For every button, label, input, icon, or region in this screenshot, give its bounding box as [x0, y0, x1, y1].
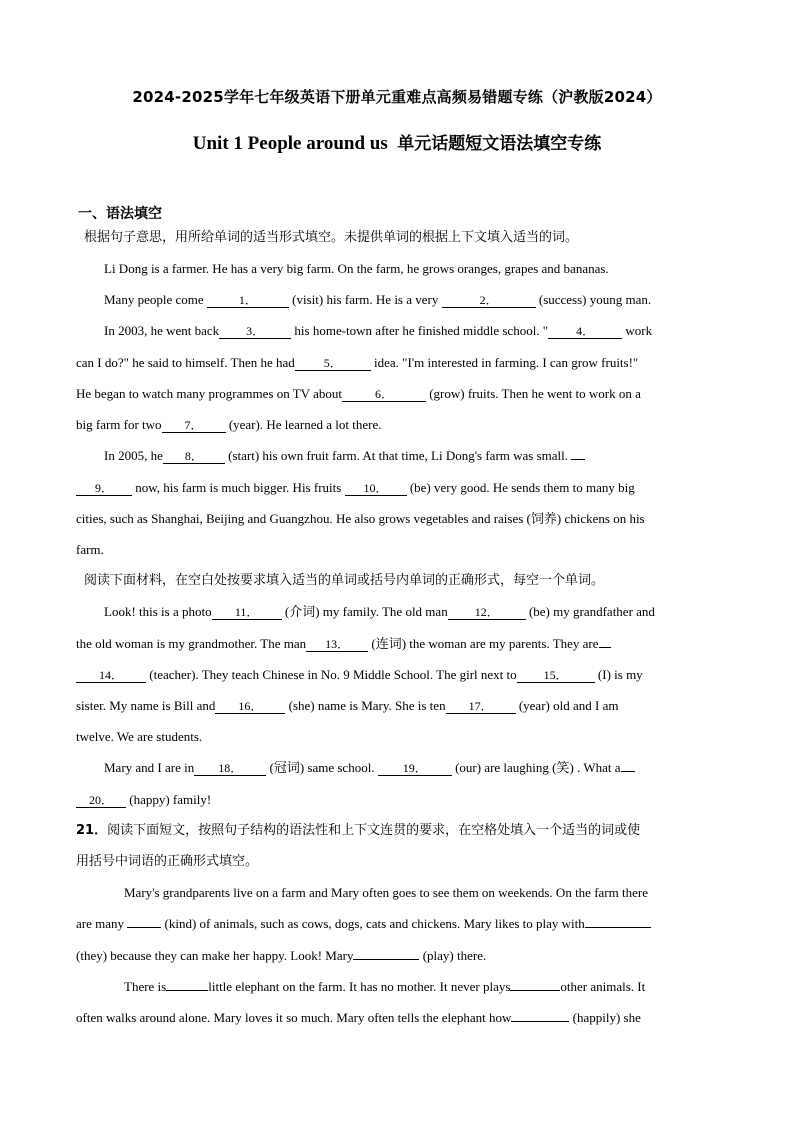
passage1-line: In 2005, he 8． (start) his own fruit farm. At that time, Li Dong's farm was small. — [104, 447, 585, 465]
question-number: 21． — [76, 823, 108, 838]
answer-blank[interactable] — [166, 990, 208, 991]
document-title: 2024-2025学年七年级英语下册单元重难点高频易错题专练（沪教版2024） — [132, 88, 662, 106]
passage2-instruction: 阅读下面材料，在空白处按要求填入适当的单词或括号内单词的正确形式，每空一个单词。 — [84, 573, 605, 588]
answer-blank[interactable]: 5． — [295, 356, 371, 371]
passage2-line: Mary and I are in 18． (冠词) same school. 19． (our) are laughing (笑) . What a — [104, 759, 635, 777]
answer-blank[interactable]: 19． — [378, 761, 452, 776]
answer-blank[interactable]: 12． — [448, 605, 526, 620]
passage2-line: 20． (happy) family! — [76, 791, 211, 809]
question21-line: (they) because they can make her happy. Look! Mary (play) there. — [76, 948, 487, 963]
answer-blank[interactable]: 4． — [548, 324, 622, 339]
passage1-line: can I do?" he said to himself. Then he had 5． idea. "I'm interested in farming. I can grow fruits!" — [76, 355, 639, 370]
answer-blank[interactable]: 6． — [342, 387, 426, 402]
passage1-line: big farm for two 7． (year). He learned a lot there. — [76, 417, 382, 432]
answer-blank[interactable]: 7． — [162, 418, 226, 433]
answer-blank[interactable]: 10． — [345, 481, 407, 496]
question21-line: Mary's grandparents live on a farm and Mary often goes to see them on weekends. On the farm there — [124, 885, 648, 900]
section-heading: 一、语法填空 — [78, 206, 162, 222]
answer-blank[interactable] — [510, 990, 560, 991]
answer-blank[interactable]: 20． — [76, 793, 126, 808]
passage1-line: Many people come 1． (visit) his farm. He is a very 2． (success) young man. — [104, 292, 652, 307]
subtitle-english: Unit 1 People around us — [192, 133, 388, 154]
subtitle-chinese: 单元话题短文语法填空专练 — [397, 134, 602, 154]
passage2-line: the old woman is my grandmother. The man 13． (连词) the woman are my parents. They are — [76, 635, 611, 653]
answer-blank[interactable]: 9． — [76, 481, 132, 496]
question21-line: are many (kind) of animals, such as cows, dogs, cats and chickens. Mary likes to play with — [76, 915, 651, 933]
answer-blank[interactable]: 1． — [207, 293, 289, 308]
passage2-line: Look! this is a photo 11． (介词) my family. The old man 12． (be) my grandfather and — [104, 604, 655, 619]
answer-blank[interactable] — [511, 1021, 569, 1022]
answer-blank[interactable]: 8． — [163, 449, 225, 464]
passage1-line: farm. — [76, 542, 104, 557]
answer-blank[interactable] — [599, 647, 611, 648]
question21-line: often walks around alone. Mary loves it so much. Mary often tells the elephant how (happily) she — [76, 1010, 641, 1025]
answer-blank[interactable]: 16． — [215, 699, 285, 714]
answer-blank[interactable] — [353, 959, 419, 960]
answer-blank[interactable]: 2． — [442, 293, 536, 308]
passage2-line: sister. My name is Bill and 16． (she) name is Mary. She is ten 17． (year) old and I am — [76, 698, 619, 713]
passage1-line: He began to watch many programmes on TV about 6． (grow) fruits. Then he went to work on a — [76, 386, 641, 401]
passage1-line: Li Dong is a farmer. He has a very big farm. On the farm, he grows oranges, grapes and bananas. — [104, 261, 609, 276]
question21-instruction: 用括号中词语的正确形式填空。 — [76, 854, 259, 869]
passage1-line: In 2003, he went back 3． his home-town after he finished middle school. " 4． work — [104, 323, 653, 338]
answer-blank[interactable] — [621, 771, 635, 772]
passage2-line: 14． (teacher). They teach Chinese in No. 9 Middle School. The girl next to 15． (I) is my — [76, 666, 643, 684]
passage1-instruction: 根据句子意思，用所给单词的适当形式填空。未提供单词的根据上下文填入适当的词。 — [84, 230, 579, 245]
question21-instruction: 21．阅读下面短文，按照句子结构的语法性和上下文连贯的要求，在空格处填入一个适当的词或使 — [76, 823, 641, 838]
answer-blank[interactable]: 3． — [219, 324, 291, 339]
answer-blank[interactable] — [571, 459, 585, 460]
passage1-line: 9． now, his farm is much bigger. His fruits 10． (be) very good. He sends them to many big — [76, 479, 635, 497]
answer-blank[interactable]: 13． — [306, 637, 368, 652]
answer-blank[interactable]: 14． — [76, 668, 146, 683]
answer-blank[interactable]: 18． — [194, 761, 266, 776]
answer-blank[interactable] — [585, 927, 651, 928]
passage1-line: cities, such as Shanghai, Beijing and Guangzhou. He also grows vegetables and raises (饲养) chickens on his — [76, 511, 645, 526]
document-subtitle — [0, 129, 794, 155]
answer-blank[interactable]: 11． — [212, 605, 282, 620]
answer-blank[interactable]: 15． — [517, 668, 595, 683]
answer-blank[interactable] — [127, 927, 161, 928]
passage2-line: twelve. We are students. — [76, 729, 203, 744]
answer-blank[interactable]: 17． — [446, 699, 516, 714]
question21-line: There is little elephant on the farm. It has no mother. It never plays other animals. It — [124, 979, 646, 994]
